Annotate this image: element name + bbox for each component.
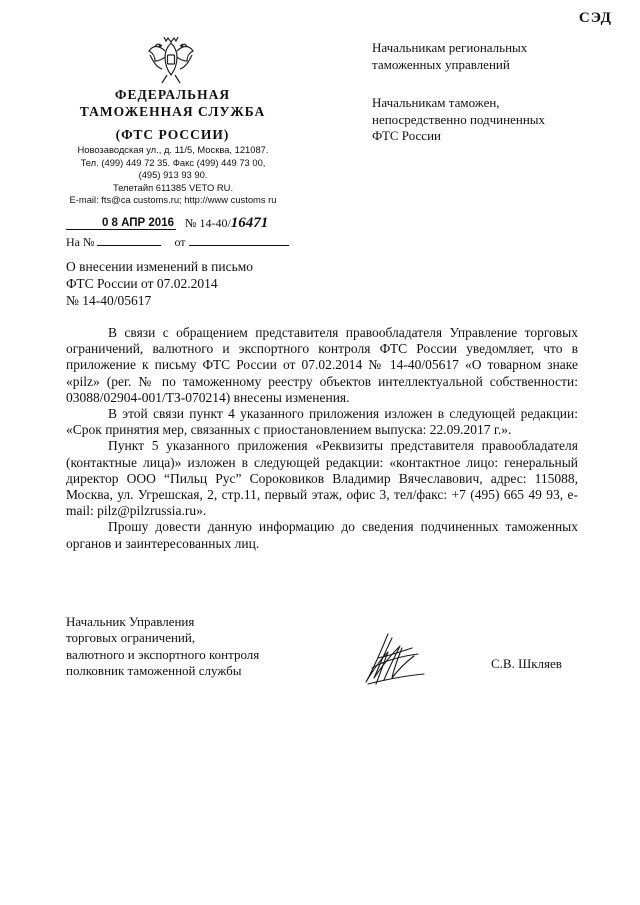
phone-line: Тел. (499) 449 72 35. Факс (499) 449 73 00, xyxy=(80,156,266,168)
registration-date: 0 8 АПР 2016 xyxy=(66,217,176,230)
addressee-line: ФТС России xyxy=(372,128,441,143)
agency-abbreviation: (ФТС РОССИИ) xyxy=(115,127,230,142)
addressee-line: непосредственно подчиненных xyxy=(372,111,546,127)
body-paragraph: Пункт 5 указанного приложения «Реквизиты представителя правообладателя (контактные лица)» изложен в следующей редакции: «контактное лицо: генеральный директор ООО “Пильц Рус” Сороковиков Владимир Вячеславович, адрес: 115088, Москва, ул. Угрешская, 2, стр.11, первый этаж, офис 3, тел/факс: +7 (495) 665 49 93, e-mail: pilz@pilzrussia.ru». xyxy=(66,438,578,519)
agency-name-line: ФЕДЕРАЛЬНАЯ xyxy=(114,87,231,102)
addressee-line: таможенных управлений xyxy=(372,56,510,72)
body-paragraph: В связи с обращением представителя правообладателя Управление торговых ограничений, валютного и экспортного контроля ФТС России уведомляет, что в приложение к письму ФТС России от 07.02.2014 № 14-40/05617 «О товарном знаке «pilz» (рег. № по таможенному реестру объектов интеллектуальной собственности: 03088/02904-001/ТЗ-070214) внесены изменения. xyxy=(66,325,578,405)
double-headed-eagle-icon xyxy=(148,33,194,85)
teletype-line: Телетайп 611385 VETO RU. xyxy=(112,181,234,193)
email-line: E-mail: fts@ca customs.ru; http://www customs ru xyxy=(69,194,277,206)
document-registry-mark: СЭД xyxy=(578,10,612,26)
subject-line: ФТС России от 07.02.2014 xyxy=(66,276,218,292)
from-label: от xyxy=(174,235,186,249)
signatory-title xyxy=(66,614,259,680)
signer-name: С.В. Шкляев xyxy=(491,656,562,671)
registration-line xyxy=(66,215,268,232)
registration-number-label: № xyxy=(185,216,197,230)
addressee-line: Начальникам региональных xyxy=(372,40,528,55)
signatory-title-line: Начальник Управления xyxy=(66,614,195,629)
body-paragraph: В этой связи пункт 4 указанного приложения изложен в следующей редакции: «Срок принятия мер, связанных с приостановлением выпуска: 22.09.2017 г.». xyxy=(66,406,578,438)
signatory-title-line: торговых ограничений, xyxy=(66,630,196,646)
handwritten-signature xyxy=(358,628,430,692)
on-number-label: На № xyxy=(66,235,95,249)
reply-reference-line xyxy=(66,235,289,250)
agency-name xyxy=(70,86,275,143)
agency-name-line: ТАМОЖЕННАЯ СЛУЖБА xyxy=(79,104,266,119)
from-date-blank xyxy=(189,235,289,246)
subject-line: № 14-40/05617 xyxy=(66,293,152,309)
phone-line: (495) 913 93 90. xyxy=(138,169,208,181)
agency-contacts xyxy=(58,144,288,207)
letter-body xyxy=(66,325,578,552)
registration-number-printed: 14-40/ xyxy=(199,216,231,230)
addressee-line: Начальникам таможен, xyxy=(372,95,500,110)
subject-line: О внесении изменений в письмо xyxy=(66,259,254,274)
addressee-block xyxy=(372,95,592,145)
signatory-title-line: валютного и экспортного контроля xyxy=(66,646,260,662)
signatory-title-line: полковник таможенной службы xyxy=(66,663,242,679)
letter-subject xyxy=(66,258,326,310)
registration-number-handwritten: 16471 xyxy=(230,215,269,231)
address-line: Новозаводская ул., д. 11/5, Москва, 121087. xyxy=(77,144,269,155)
on-number-blank xyxy=(97,235,161,246)
addressee-block xyxy=(372,40,592,73)
body-paragraph: Прошу довести данную информацию до сведения подчиненных таможенных органов и заинтересованных лиц. xyxy=(66,519,578,551)
